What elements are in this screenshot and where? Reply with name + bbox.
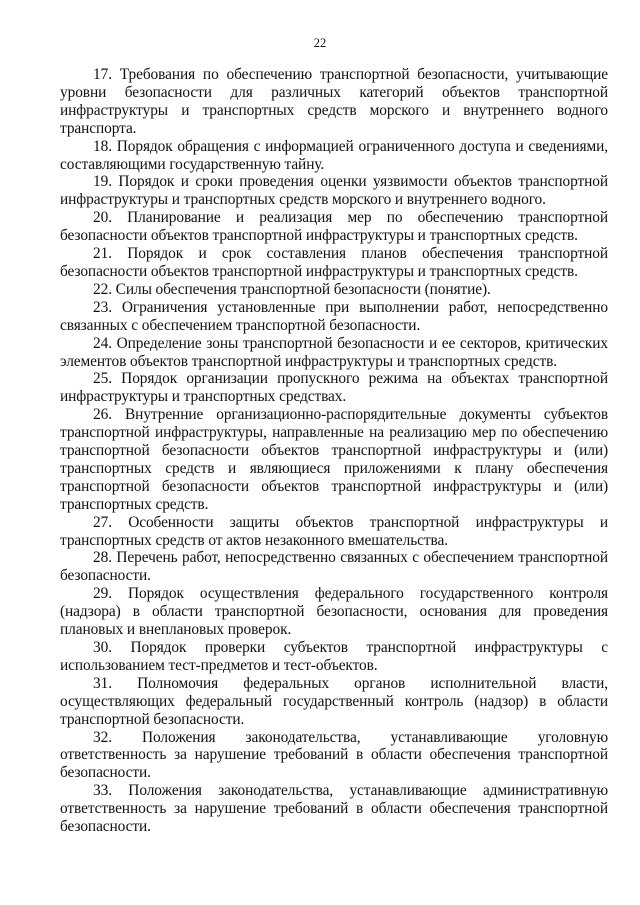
page-number: 22 [313,36,327,50]
list-item: 19. Порядок и сроки проведения оценки уязвимости объектов транспортной инфраструктуры и транспортных средств морского и внутреннего водного. [60,173,608,209]
list-item: 26. Внутренние организационно-распорядительные документы субъектов транспортной инфраструктуры, направленные на реализацию мер по обеспечению транспортной безопасности объектов транспортной инфраструктуры и (или) транспортных средств и являющиеся приложениями к плану обеспечения транспортной безопасности объектов транспортной инфраструктуры и (или) транспортных средств. [60,406,608,513]
list-item: 33. Положения законодательства, устанавливающие административную ответственность за нарушение требований в области обеспечения транспортной безопасности. [60,782,608,836]
list-item: 30. Порядок проверки субъектов транспортной инфраструктуры с использованием тест-предметов и тест-объектов. [60,639,608,674]
list-item: 27. Особенности защиты объектов транспортной инфраструктуры и транспортных средств от актов незаконного вмешательства. [60,513,608,549]
list-item: 28. Перечень работ, непосредственно связанных с обеспечением транспортной безопасности. [60,549,608,585]
list-item: 20. Планирование и реализация мер по обеспечению транспортной безопасности объектов транспортной инфраструктуры и транспортных средств. [60,209,608,245]
list-item: 18. Порядок обращения с информацией ограниченного доступа и сведениями, составляющими государственную тайну. [60,137,608,173]
list-item: 29. Порядок осуществления федерального государственного контроля (надзора) в области транспортной безопасности, основания для проведения плановых и внеплановых проверок. [60,585,608,639]
list-item: 17. Требования по обеспечению транспортной безопасности, учитывающие уровни безопасности для различных категорий объектов транспортной инфраструктуры и транспортных средств морского и внутреннего водного транспорта. [60,66,608,137]
list-item: 25. Порядок организации пропускного режима на объектах транспортной инфраструктуры и транспортных средствах. [60,370,608,406]
list-item: 22. Силы обеспечения транспортной безопасности (понятие). [93,280,491,298]
document-body [60,66,608,836]
list-item: 32. Положения законодательства, устанавливающие уголовную ответственность за нарушение требований в области обеспечения транспортной безопасности. [60,728,608,782]
list-item: 24. Определение зоны транспортной безопасности и ее секторов, критических элементов объектов транспортной инфраструктуры и транспортных средств. [60,334,608,370]
list-item: 31. Полномочия федеральных органов исполнительной власти, осуществляющих федеральный государственный контроль (надзор) в области транспортной безопасности. [60,674,608,728]
list-item: 21. Порядок и срок составления планов обеспечения транспортной безопасности объектов транспортной инфраструктуры и транспортных средств. [60,245,608,280]
list-item: 23. Ограничения установленные при выполнении работ, непосредственно связанных с обеспечением транспортной безопасности. [60,298,608,334]
